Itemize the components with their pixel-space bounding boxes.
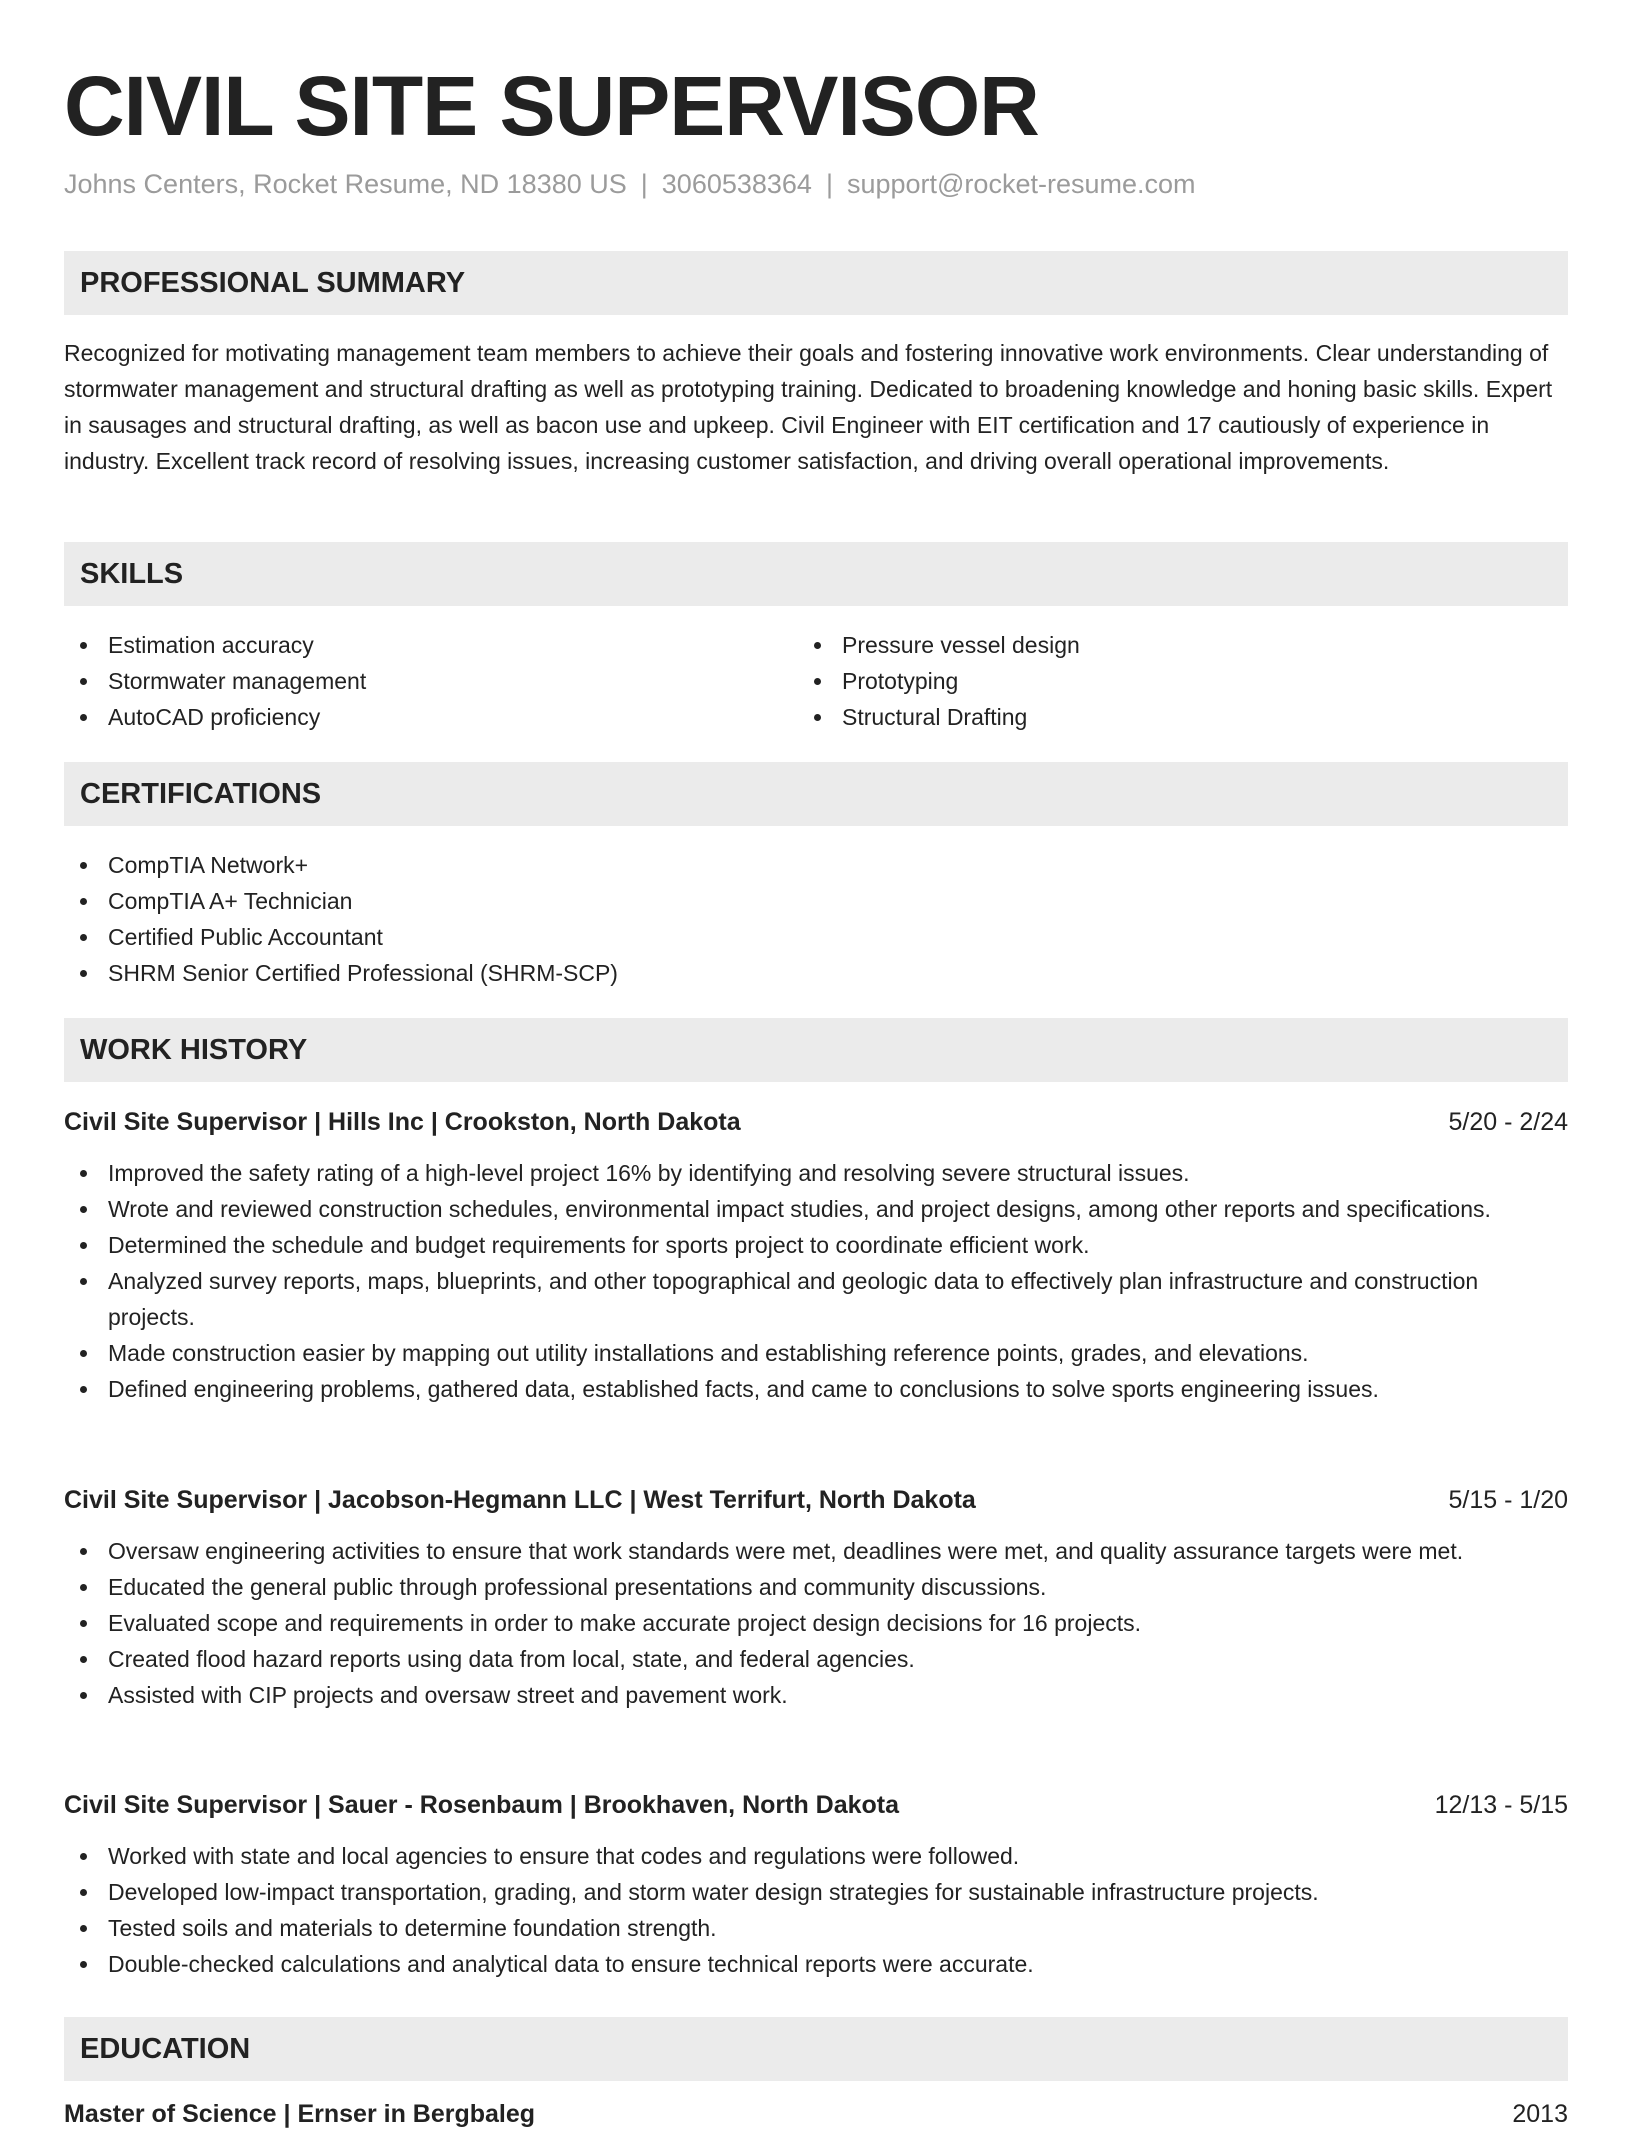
job-bullet: Worked with state and local agencies to ensure that codes and regulations were followed.	[64, 1838, 1568, 1874]
bullet-dot	[80, 714, 87, 721]
job-title-line	[64, 1480, 1568, 1520]
bullet-dot	[80, 642, 87, 649]
job-dates: 5/15 - 1/20	[1448, 1486, 1568, 1514]
bullet-dot	[80, 934, 87, 941]
job-bullet: Developed low-impact transportation, grading, and storm water design strategies for sustainable infrastructure projects.	[64, 1874, 1568, 1910]
certification-item: SHRM Senior Certified Professional (SHRM-SCP)	[64, 955, 1568, 991]
job-title-line	[64, 1102, 1568, 1142]
degree-line: Master of Science | Ernser in Bergbaleg	[64, 2100, 536, 2128]
job-entry	[64, 1102, 1568, 1407]
education-entry	[64, 2094, 1568, 2134]
bullet-dot	[80, 1278, 87, 1285]
job-bullet: Defined engineering problems, gathered data, established facts, and came to conclusions to solve sports engineering issues.	[64, 1371, 1568, 1407]
section-header-work-history: WORK HISTORY	[64, 1018, 1568, 1082]
job-title: Civil Site Supervisor | Hills Inc | Crookston, North Dakota	[64, 1108, 741, 1136]
skills-list-left	[64, 627, 784, 735]
job-bullet: Educated the general public through professional presentations and community discussions.	[64, 1569, 1568, 1605]
section-header-summary: PROFESSIONAL SUMMARY	[64, 251, 1568, 315]
job-dates: 5/20 - 2/24	[1448, 1108, 1568, 1136]
job-bullet: Tested soils and materials to determine foundation strength.	[64, 1910, 1568, 1946]
job-title-line	[64, 1785, 1568, 1825]
section-header-skills: SKILLS	[64, 542, 1568, 606]
summary-text: Recognized for motivating management team members to achieve their goals and fostering innovative work environments. Clear understanding of stormwater management and structural drafting as well as prototyping training. Dedicated to broadening knowledge and honing basic skills. Expert in sausages and structural drafting, as well as bacon use and upkeep. Civil Engineer with EIT certification and 17 cautiously of experience in industry. Excellent track record of resolving issues, increasing customer satisfaction, and driving overall operational improvements.	[64, 340, 1553, 474]
bullet-dot	[80, 1242, 87, 1249]
bullet-dot	[80, 678, 87, 685]
job-bullet: Wrote and reviewed construction schedules, environmental impact studies, and project designs, among other reports and specifications.	[64, 1191, 1568, 1227]
skill-item: Prototyping	[798, 663, 1518, 699]
job-bullets	[64, 1155, 1568, 1407]
bullet-dot	[80, 1692, 87, 1699]
separator: |	[825, 169, 833, 199]
skill-item: Structural Drafting	[798, 699, 1518, 735]
separator: |	[640, 169, 648, 199]
education-year: 2013	[1512, 2100, 1568, 2128]
job-dates: 12/13 - 5/15	[1434, 1791, 1568, 1819]
skill-item: AutoCAD proficiency	[64, 699, 784, 735]
certifications-list	[64, 847, 1568, 991]
bullet-dot	[80, 1206, 87, 1213]
job-title: Civil Site Supervisor | Sauer - Rosenbaum | Brookhaven, North Dakota	[64, 1791, 900, 1819]
bullet-dot	[80, 1925, 87, 1932]
bullet-dot	[814, 714, 821, 721]
job-bullet: Double-checked calculations and analytical data to ensure technical reports were accurate.	[64, 1946, 1568, 1982]
skill-item: Stormwater management	[64, 663, 784, 699]
bullet-dot	[80, 1961, 87, 1968]
job-bullet: Oversaw engineering activities to ensure that work standards were met, deadlines were met, and quality assurance targets were met.	[64, 1533, 1568, 1569]
email-link[interactable]: support@rocket-resume.com	[846, 169, 1196, 199]
certification-item: CompTIA Network+	[64, 847, 1568, 883]
job-bullet: Made construction easier by mapping out utility installations and establishing reference points, grades, and elevations.	[64, 1335, 1568, 1371]
skill-item: Pressure vessel design	[798, 627, 1518, 663]
job-bullet: Created flood hazard reports using data from local, state, and federal agencies.	[64, 1641, 1568, 1677]
skill-item: Estimation accuracy	[64, 627, 784, 663]
job-bullet: Assisted with CIP projects and oversaw street and pavement work.	[64, 1677, 1568, 1713]
phone-text: 3060538364	[661, 169, 812, 199]
job-bullets	[64, 1838, 1568, 1982]
bullet-dot	[80, 1853, 87, 1860]
bullet-dot	[80, 1656, 87, 1663]
bullet-dot	[814, 642, 821, 649]
bullet-dot	[80, 1350, 87, 1357]
section-header-certifications: CERTIFICATIONS	[64, 762, 1568, 826]
bullet-dot	[80, 1386, 87, 1393]
job-bullet: Analyzed survey reports, maps, blueprints, and other topographical and geologic data to effectively plan infrastructure and construction projects.	[64, 1263, 1568, 1335]
bullet-dot	[80, 1170, 87, 1177]
candidate-name: CIVIL SITE SUPERVISOR	[64, 59, 1039, 153]
contact-line	[64, 166, 1196, 202]
bullet-dot	[80, 862, 87, 869]
job-bullets	[64, 1533, 1568, 1713]
certification-item: CompTIA A+ Technician	[64, 883, 1568, 919]
bullet-dot	[814, 678, 821, 685]
job-entry	[64, 1480, 1568, 1713]
bullet-dot	[80, 1548, 87, 1555]
job-bullet: Evaluated scope and requirements in order to make accurate project design decisions for 16 projects.	[64, 1605, 1568, 1641]
bullet-dot	[80, 970, 87, 977]
job-bullet: Determined the schedule and budget requirements for sports project to coordinate efficient work.	[64, 1227, 1568, 1263]
bullet-dot	[80, 1584, 87, 1591]
job-entry	[64, 1785, 1568, 1982]
job-title: Civil Site Supervisor | Jacobson-Hegmann LLC | West Terrifurt, North Dakota	[64, 1486, 976, 1514]
bullet-dot	[80, 1889, 87, 1896]
address-text: Johns Centers, Rocket Resume, ND 18380 US	[64, 169, 627, 199]
job-bullet: Improved the safety rating of a high-level project 16% by identifying and resolving severe structural issues.	[64, 1155, 1568, 1191]
bullet-dot	[80, 898, 87, 905]
bullet-dot	[80, 1620, 87, 1627]
skills-list-right	[798, 627, 1518, 735]
certification-item: Certified Public Accountant	[64, 919, 1568, 955]
section-header-education: EDUCATION	[64, 2017, 1568, 2081]
